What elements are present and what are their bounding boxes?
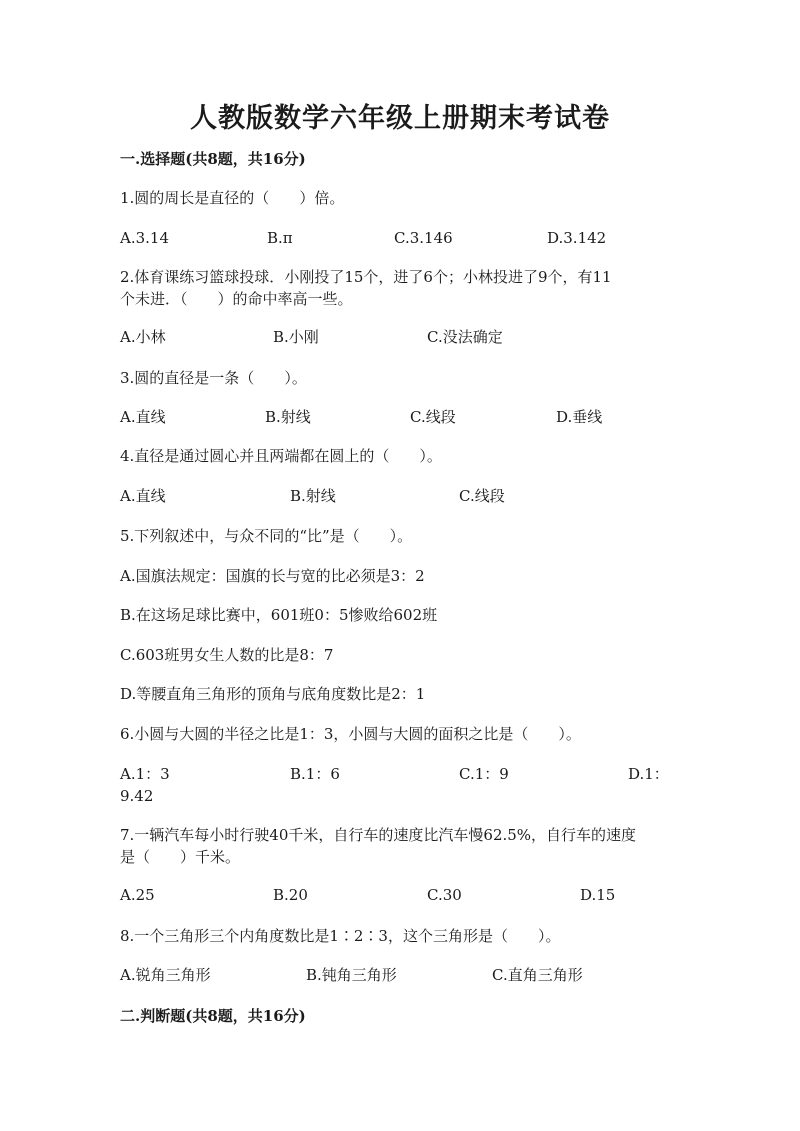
option-7b: B.20: [273, 886, 308, 904]
page-title: 人教版数学六年级上册期末考试卷: [190, 103, 610, 134]
option-8b: B.钝角三角形: [306, 966, 397, 984]
question-4: 4.直径是通过圆心并且两端都在圆上的（ ）。: [120, 447, 442, 465]
option-8a: A.锐角三角形: [120, 966, 211, 984]
option-1c: C.3.146: [394, 229, 453, 247]
question-1: 1.圆的周长是直径的（ ）倍。: [120, 189, 345, 207]
option-4c: C.线段: [459, 487, 505, 505]
question-2-line-2: 个未进．（ ）的命中率高一些。: [120, 290, 353, 308]
option-1a: A.3.14: [120, 229, 169, 247]
option-6c: C.1：9: [459, 765, 509, 783]
option-5b: B.在这场足球比赛中，601班0：5惨败给602班: [120, 606, 438, 624]
option-6d: D.1：: [628, 765, 669, 783]
option-1b: B.π: [267, 229, 293, 247]
question-3: 3.圆的直径是一条（ ）。: [120, 369, 307, 387]
option-3c: C.线段: [410, 408, 456, 426]
option-3a: A.直线: [120, 408, 166, 426]
option-5a: A.国旗法规定：国旗的长与宽的比必须是3：2: [120, 567, 425, 585]
section-heading-choice: 一.选择题(共8题，共16分): [120, 150, 306, 168]
option-5d: D.等腰直角三角形的顶角与底角度数比是2：1: [120, 685, 426, 703]
option-2b: B.小刚: [273, 328, 319, 346]
option-6d-continued: 9.42: [120, 787, 154, 805]
question-5: 5.下列叙述中，与众不同的“比”是（ ）。: [120, 527, 413, 545]
question-2-line-1: 2.体育课练习篮球投球．小刚投了15个，进了6个；小林投进了9个，有11: [120, 268, 612, 286]
question-7-line-2: 是（ ）千米。: [120, 848, 241, 866]
option-6a: A.1：3: [120, 765, 170, 783]
section-heading-judgement: 二.判断题(共8题，共16分): [120, 1007, 306, 1025]
option-7c: C.30: [427, 886, 462, 904]
option-4a: A.直线: [120, 487, 166, 505]
option-3d: D.垂线: [556, 408, 603, 426]
option-7a: A.25: [120, 886, 155, 904]
option-3b: B.射线: [265, 408, 311, 426]
question-8: 8.一个三角形三个内角度数比是1∶2∶3，这个三角形是（ ）。: [120, 927, 561, 945]
option-2a: A.小林: [120, 328, 166, 346]
option-4b: B.射线: [290, 487, 336, 505]
option-5c: C.603班男女生人数的比是8：7: [120, 646, 334, 664]
option-1d: D.3.142: [547, 229, 607, 247]
question-7-line-1: 7.一辆汽车每小时行驶40千米，自行车的速度比汽车慢62.5%，自行车的速度: [120, 826, 637, 844]
option-7d: D.15: [580, 886, 616, 904]
question-6: 6.小圆与大圆的半径之比是1：3，小圆与大圆的面积之比是（ ）。: [120, 725, 581, 743]
option-8c: C.直角三角形: [492, 966, 583, 984]
option-2c: C.没法确定: [427, 328, 503, 346]
option-6b: B.1：6: [290, 765, 340, 783]
